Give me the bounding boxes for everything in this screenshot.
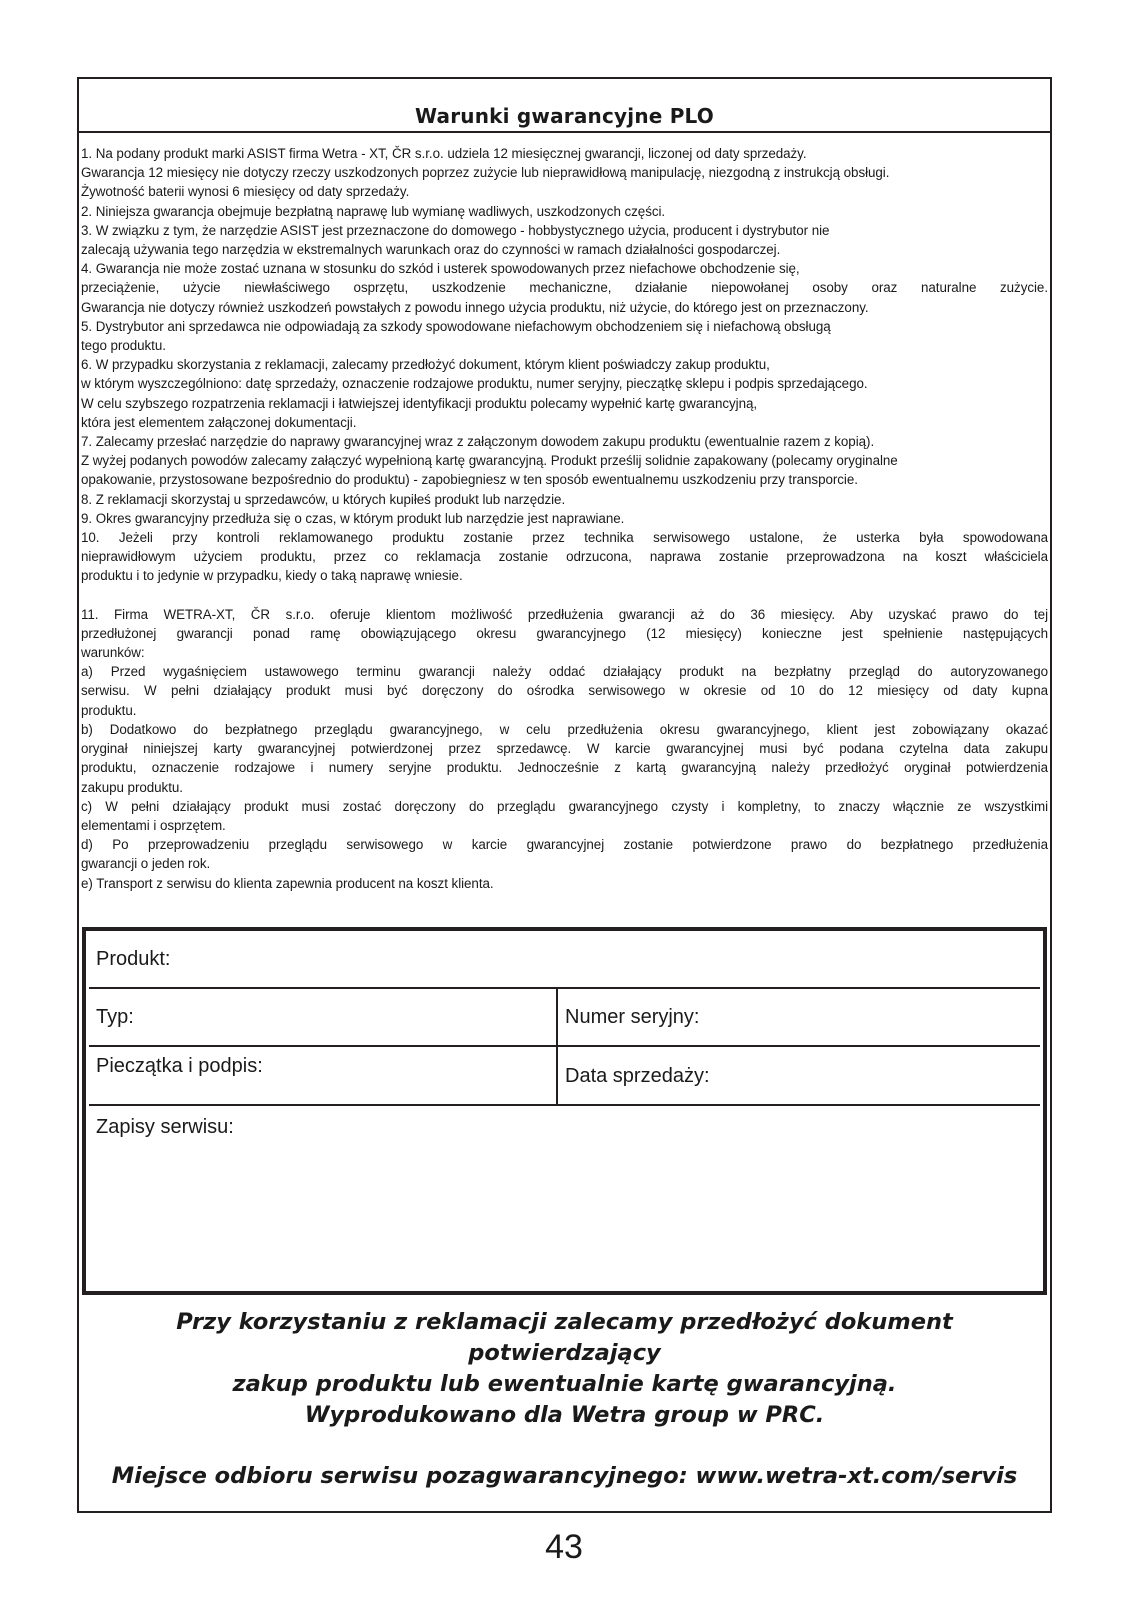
terms-line: tego produktu. [81, 338, 166, 354]
form-row-type [89, 989, 1040, 1047]
terms-line: Żywotność baterii wynosi 6 miesięcy od daty sprzedaży. [81, 184, 410, 200]
terms-line: która jest elementem załączonej dokumentacji. [81, 414, 357, 430]
form-row-product [89, 931, 1040, 989]
terms-line: Z wyżej podanych powodów zalecamy załączyć wypełnioną kartę gwarancyjną. Produkt prześlij solidnie zapakowany (polecamy oryginalne [81, 453, 898, 469]
terms-line: 6. W przypadku skorzystania z reklamacji, zalecamy przedłożyć dokument, którym klient poświadczy zakup produktu, [81, 357, 770, 373]
terms-line: opakowanie, przystosowane bezpośrednio do produktu) - zapobiegniesz w ten sposób ewentualnemu uszkodzeniu przy transporcie. [81, 472, 858, 488]
stamp-signature-label: Pieczątka i podpis: [96, 1055, 263, 1077]
note-service-url: Miejsce odbioru serwisu pozagwarancyjnego: www.wetra-xt.com/servis [111, 1463, 1018, 1489]
terms-line: 2. Niniejsza gwarancja obejmuje bezpłatną naprawę lub wymianę wadliwych, uszkodzonych części. [81, 203, 666, 219]
terms-line: oryginał niniejszej karty gwarancyjnej potwierdzonej przez sprzedawcę. W karcie gwarancyjnej musi być podana czytelna data zakupu [81, 741, 1048, 757]
form-row-service [89, 1106, 1040, 1291]
terms-line: w którym wyszczególniono: datę sprzedaży, oznaczenie rodzajowe produktu, numer seryjny, pieczątkę sklepu i podpis sprzedającego. [81, 376, 868, 392]
page-number: 43 [545, 1528, 583, 1566]
terms-line: Gwarancja 12 miesięcy nie dotyczy rzeczy uszkodzonych poprzez zużycie lub nieprawidłową manipulację, niezgodną z instrukcją obsługi. [81, 165, 890, 181]
terms-line: e) Transport z serwisu do klienta zapewnia producent na koszt klienta. [81, 875, 494, 891]
page-title: Warunki gwarancyjne PLO [415, 104, 714, 128]
terms-line: a) Przed wygaśnięciem ustawowego terminu gwarancji należy oddać działający produkt na bezpłatny przegląd do autoryzowanego [81, 664, 1048, 680]
serial-number-field[interactable] [556, 989, 1040, 1045]
terms-line: Gwarancja nie dotyczy również uszkodzeń powstałych z powodu innego użycia produktu, niż użycie, do którego jest on przeznaczony. [81, 299, 869, 315]
terms-line: produktu. [81, 702, 137, 718]
terms-line: przedłużonej gwarancji ponad ramę obowiązującego okresu gwarancyjnego (12 miesięcy) konieczne jest spełnienie następujących [81, 625, 1048, 641]
terms-line: produktu i to jedynie w przypadku, kiedy o taką naprawę wniesie. [81, 568, 463, 584]
service-records-field[interactable] [89, 1106, 1040, 1291]
terms-line: 7. Zalecamy przesłać narzędzie do naprawy gwarancyjnej wraz z załączonym dowodem zakupu produktu (ewentualnie razem z kopią). [81, 434, 875, 450]
warranty-terms [79, 133, 1048, 893]
terms-line: 4. Gwarancja nie może zostać uznana w stosunku do szkód i usterek spowodowanych przez niefachowe obchodzenie się, [81, 261, 800, 277]
terms-line: W celu szybszego rozpatrzenia reklamacji i łatwiejszej identyfikacji produktu polecamy wypełnić kartę gwarancyjną, [81, 395, 758, 411]
terms-line: nieprawidłowym użyciem produktu, przez co reklamacja zostanie odrzucona, naprawa zostanie przeprowadzona na koszt właściciela [81, 549, 1048, 565]
warranty-card [77, 77, 1052, 1513]
sale-date-field[interactable] [556, 1047, 1040, 1104]
terms-line: elementami i osprzętem. [81, 817, 226, 833]
serial-number-label: Numer seryjny: [565, 1005, 700, 1028]
product-label: Produkt: [96, 947, 171, 970]
terms-line: przeciążenie, użycie niewłaściwego osprzętu, uszkodzenie mechaniczne, działanie niepowołanej osoby oraz naturalne zużycie. [81, 280, 1048, 296]
note-line-2: zakup produktu lub ewentualnie kartę gwarancyjną. [232, 1371, 897, 1397]
terms-line: warunków: [81, 645, 145, 661]
terms-line: serwisu. W pełni działający produkt musi być doręczony do ośrodka serwisowego w okresie od 10 do 12 miesięcy od daty kupna [81, 683, 1048, 699]
note-line-1: Przy korzystaniu z reklamacji zalecamy przedłożyć dokument potwierdzający [176, 1309, 953, 1366]
terms-line: c) W pełni działający produkt musi zostać doręczony do przeglądu gwarancyjnego czysty i kompletny, to znaczy włącznie ze wszystkimi [81, 798, 1048, 814]
warranty-form [82, 927, 1047, 1295]
terms-line: zakupu produktu. [81, 779, 183, 795]
note-line-3: Wyprodukowano dla Wetra group w PRC. [304, 1402, 825, 1428]
terms-line: 8. Z reklamacji skorzystaj u sprzedawców, u których kupiłeś produkt lub narzędzie. [81, 491, 566, 507]
terms-line: produktu, oznaczenie rodzajowe i numery seryjne produktu. Jednocześnie z kartą gwarancyjną należy przedłożyć oryginał potwierdzenia [81, 760, 1048, 776]
footer-note [79, 1307, 1050, 1492]
stamp-signature-field[interactable] [89, 1047, 556, 1104]
product-field[interactable] [89, 931, 1040, 987]
terms-spacer [81, 586, 1048, 605]
type-field[interactable] [89, 989, 556, 1045]
terms-line: zalecają używania tego narzędzia w ekstremalnych warunkach oraz do czynności w ramach działalności gospodarczej. [81, 242, 781, 258]
terms-line: gwarancji o jeden rok. [81, 856, 211, 872]
sale-date-label: Data sprzedaży: [565, 1065, 710, 1087]
terms-line: 3. W związku z tym, że narzędzie ASIST jest przeznaczone do domowego - hobbystycznego użycia, producent i dystrybutor nie [81, 222, 830, 238]
title-bar [79, 79, 1050, 133]
terms-line: 11. Firma WETRA-XT, ČR s.r.o. oferuje klientom możliwość przedłużenia gwarancji aż do 36 miesięcy. Aby uzyskać prawo do tej [81, 606, 1048, 622]
terms-line: b) Dodatkowo do bezpłatnego przeglądu gwarancyjnego, w celu przedłużenia okresu gwarancyjnego, klient jest zobowiązany okazać [81, 721, 1048, 737]
terms-line: 5. Dystrybutor ani sprzedawca nie odpowiadają za szkody spowodowane niefachowym obchodzeniem się i niefachową obsługą [81, 318, 831, 334]
type-label: Typ: [96, 1005, 134, 1028]
terms-line: d) Po przeprowadzeniu przeglądu serwisowego w karcie gwarancyjnej zostanie potwierdzone prawo do bezpłatnego przedłużenia [81, 837, 1048, 853]
terms-line: 1. Na podany produkt marki ASIST firma Wetra - XT, ČR s.r.o. udziela 12 miesięcznej gwarancji, liczonej od daty sprzedaży. [81, 146, 807, 161]
terms-line: 10. Jeżeli przy kontroli reklamowanego produktu zostanie przez technika serwisowego ustalone, że usterka była spowodowana [81, 530, 1048, 546]
terms-line: 9. Okres gwarancyjny przedłuża się o czas, w którym produkt lub narzędzie jest naprawiane. [81, 510, 625, 526]
form-row-stamp [89, 1047, 1040, 1106]
service-records-label: Zapisy serwisu: [96, 1116, 234, 1138]
